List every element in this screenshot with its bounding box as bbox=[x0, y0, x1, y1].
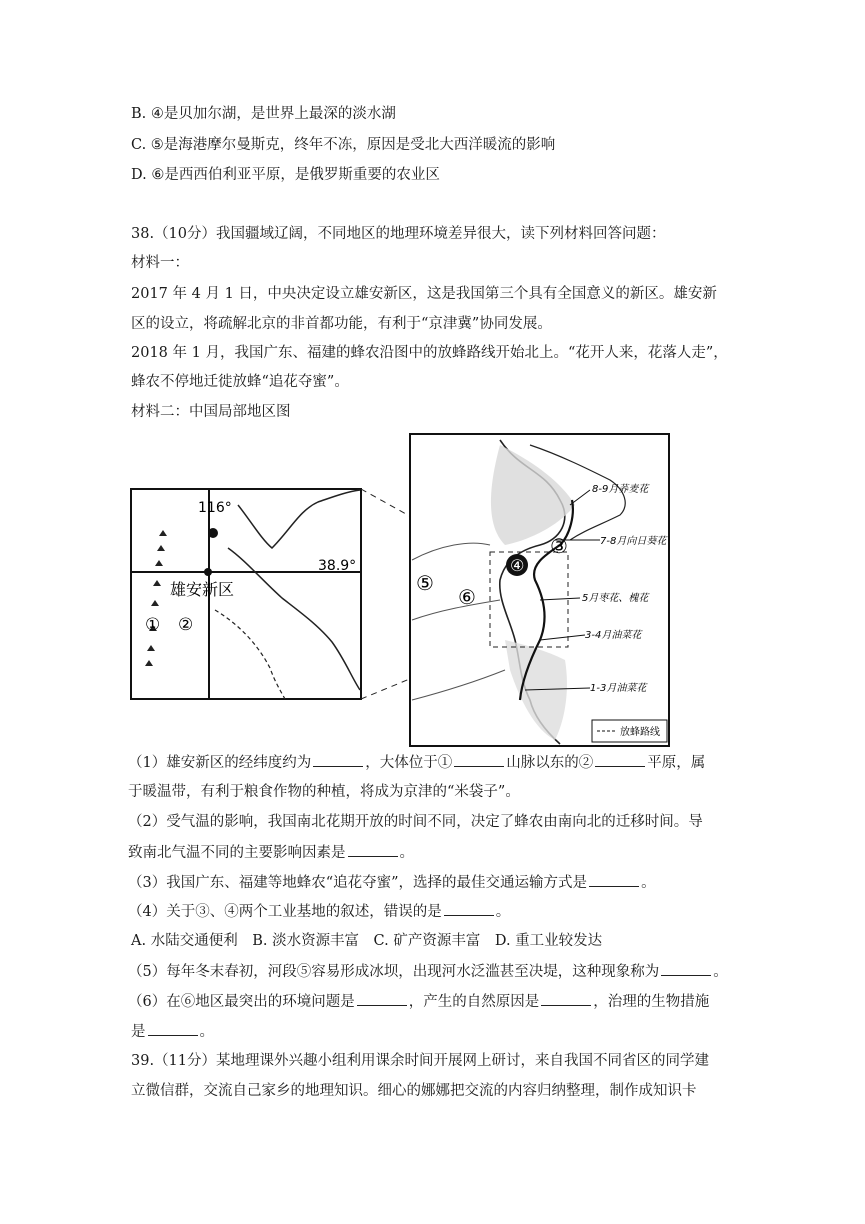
answer-blank[interactable] bbox=[357, 991, 407, 1006]
q2-line1: （2）受气温的影响，我国南北花期开放的时间不同，决定了蜂农由南向北的迁移时间。导 bbox=[128, 814, 703, 830]
flower-label-3: 5月枣花、槐花 bbox=[582, 593, 649, 604]
inset-lat-label: 38.9° bbox=[318, 558, 357, 574]
legend-label: 放蜂路线 bbox=[620, 727, 660, 738]
main-marker-4: ④ bbox=[510, 556, 525, 575]
main-marker-3: ③ bbox=[550, 534, 568, 558]
beijing-dot bbox=[208, 528, 218, 538]
flower-label-2: 7-8月向日葵花 bbox=[600, 536, 667, 547]
option-d: D. ⑥是西西伯利亚平原，是俄罗斯重要的农业区 bbox=[131, 167, 440, 183]
material-one-p2a: 2018 年 1 月，我国广东、福建的蜂农沿图中的放蜂路线开始北上。“花开人来，花落人走”， bbox=[131, 345, 728, 361]
main-marker-6: ⑥ bbox=[458, 585, 476, 609]
q6-line2: 是 。 bbox=[131, 1021, 214, 1042]
xiongan-dot bbox=[204, 568, 212, 576]
flower-label-4: 3-4月油菜花 bbox=[585, 630, 642, 641]
main-marker-5: ⑤ bbox=[416, 571, 434, 595]
answer-blank[interactable] bbox=[454, 752, 504, 767]
option-c: C. ⑤是海港摩尔曼斯克，终年不冻，原因是受北大西洋暖流的影响 bbox=[131, 137, 556, 153]
answer-blank[interactable] bbox=[595, 752, 645, 767]
inset-map-frame bbox=[131, 489, 361, 699]
flower-label-1: 8-9月荞麦花 bbox=[592, 484, 649, 495]
q1-line2: 于暖温带，有利于粮食作物的种植，将成为京津的“米袋子”。 bbox=[128, 784, 520, 800]
inset-marker-2: ② bbox=[178, 615, 194, 635]
q38-header: 38.（10分）我国疆域辽阔，不同地区的地理环境差异很大，读下列材料回答问题： bbox=[131, 226, 666, 242]
answer-blank[interactable] bbox=[313, 752, 363, 767]
answer-blank[interactable] bbox=[661, 961, 711, 976]
q39-line1: 39.（11分）某地理课外兴趣小组利用课余时间开展网上研讨，来自我国不同省区的同学建 bbox=[131, 1053, 710, 1069]
answer-blank[interactable] bbox=[444, 901, 494, 916]
q5-line: （5）每年冬末春初，河段⑤容易形成冰坝，出现河水泛滥甚至决堤，这种现象称为 。 bbox=[128, 961, 728, 982]
q6-line1: （6）在⑥地区最突出的环境问题是 ，产生的自然原因是 ，治理的生物措施 bbox=[128, 991, 709, 1012]
q39-line2: 立微信群，交流自己家乡的地理知识。细心的娜娜把交流的内容归纳整理，制作成知识卡 bbox=[131, 1083, 697, 1099]
option-b: B. ④是贝加尔湖，是世界上最深的淡水湖 bbox=[131, 106, 396, 122]
q1-line1: （1）雄安新区的经纬度约为 ，大体位于① 山脉以东的② 平原，属 bbox=[128, 752, 705, 773]
q3-line: （3）我国广东、福建等地蜂农“追花夺蜜”，选择的最佳交通运输方式是 。 bbox=[128, 872, 656, 893]
q2-line2: 致南北气温不同的主要影响因素是 。 bbox=[128, 842, 414, 863]
inset-place-label: 雄安新区 bbox=[170, 580, 235, 599]
q4-line: （4）关于③、④两个工业基地的叙述，错误的是 。 bbox=[128, 901, 510, 922]
answer-blank[interactable] bbox=[589, 872, 639, 887]
material-one-p1a: 2017 年 4 月 1 日，中央决定设立雄安新区，这是我国第三个具有全国意义的新区。雄安新 bbox=[131, 286, 717, 302]
answer-blank[interactable] bbox=[148, 1021, 198, 1036]
answer-blank[interactable] bbox=[541, 991, 591, 1006]
answer-blank[interactable] bbox=[348, 842, 398, 857]
material-two-label: 材料二：中国局部地区图 bbox=[131, 404, 291, 420]
inset-lon-label: 116° bbox=[198, 500, 232, 516]
material-one-p2b: 蜂农不停地迁徙放蜂“追花夺蜜”。 bbox=[131, 374, 349, 390]
inset-marker-1: ① bbox=[145, 615, 161, 635]
material-one-p1b: 区的设立，将疏解北京的非首都功能，有利于“京津冀”协同发展。 bbox=[131, 316, 552, 332]
flower-label-5: 1-3月油菜花 bbox=[590, 683, 647, 694]
material-one-label: 材料一： bbox=[131, 255, 189, 271]
q4-options: A. 水陆交通便利 B. 淡水资源丰富 C. 矿产资源丰富 D. 重工业较发达 bbox=[131, 933, 603, 949]
